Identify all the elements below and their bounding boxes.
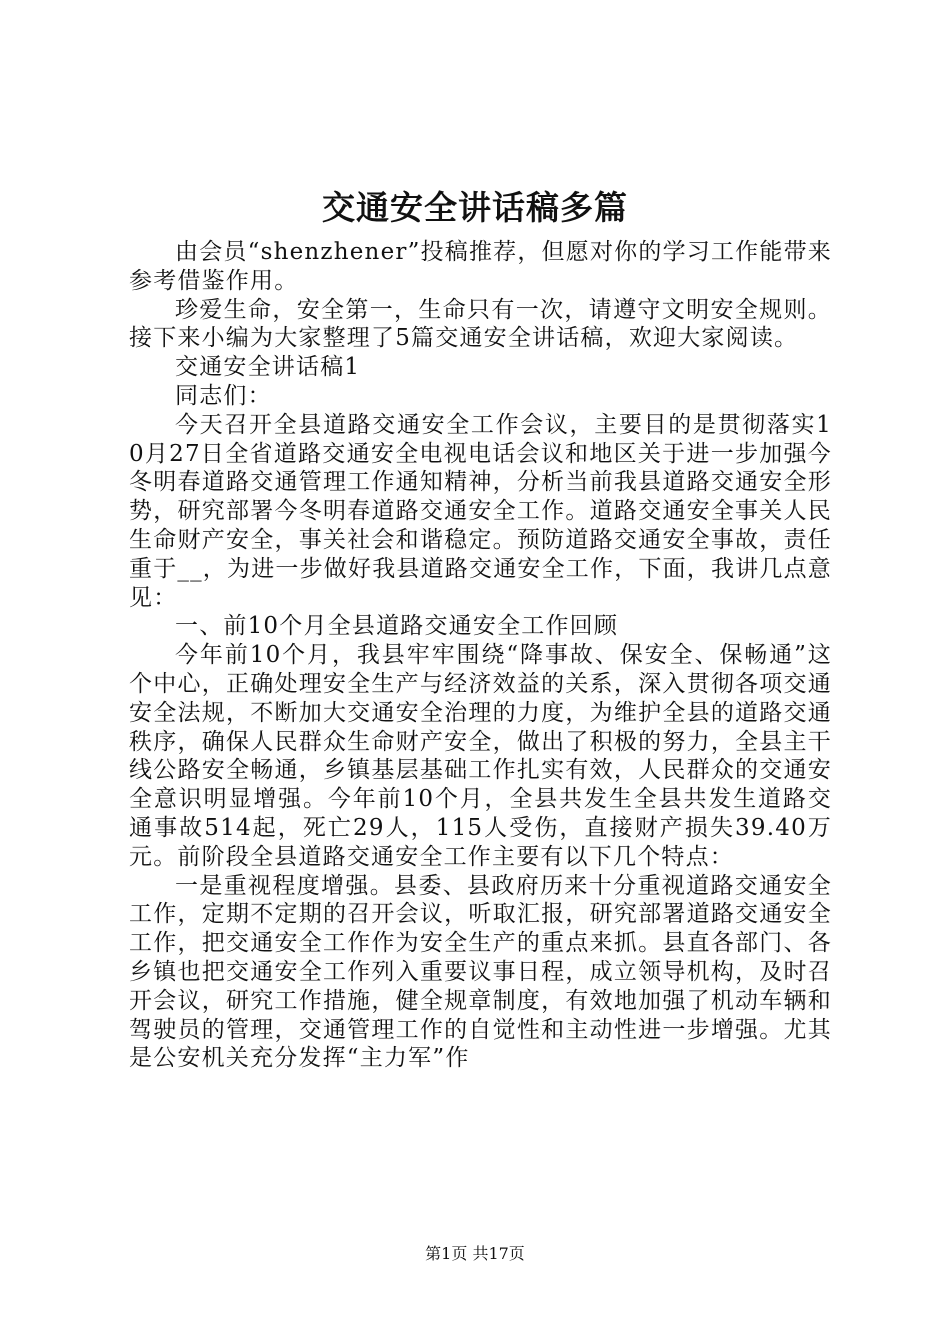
paragraph-meeting-purpose: 今天召开全县道路交通安全工作会议，主要目的是贯彻落实10月27日全省道路交通安全电视电话会议和地区关于进一步加强今冬明春道路交通管理工作通知精神，分析当前我县道路交通安全形势，研究部署今冬明春道路交通安全工作。道路交通安全事关人民生命财产安全，事关社会和谐稳定。预防道路交通安全事故，责任重于__，为进一步做好我县道路交通安全工作，下面，我讲几点意见： [129,411,832,611]
paragraph-intro: 由会员“shenzhener”投稿推荐，但愿对你的学习工作能带来参考借鉴作用。 [129,239,832,294]
document-title: 交通安全讲话稿多篇 [322,188,628,227]
page-footer: 第1页 共17页 [425,1244,525,1263]
paragraph-review: 今年前10个月，我县牢牢围绕“降事故、保安全、保畅通”这个中心，正确处理安全生产与经济效益的关系，深入贯彻各项交通安全法规，不断加大交通安全治理的力度，为维护全县的道路交通秩序，确保人民群众生命财产安全，做出了积极的努力，全县主干线公路安全畅通，乡镇基层基础工作扎实有效，人民群众的交通安全意识明显增强。今年前10个月，全县共发生全县共发生道路交通事故514起，死亡29人，115人受伤，直接财产损失39.40万元。前阶段全县道路交通安全工作主要有以下几个特点： [129,642,832,870]
paragraph-point-one: 一是重视程度增强。县委、县政府历来十分重视道路交通安全工作，定期不定期的召开会议，听取汇报，研究部署道路交通安全工作，把交通安全工作作为安全生产的重点来抓。县直各部门、各乡镇也把交通安全工作列入重要议事日程，成立领导机构，及时召开会议，研究工作措施，健全规章制度，有效地加强了机动车辆和驾驶员的管理，交通管理工作的自觉性和主动性进一步增强。尤其是公安机关充分发挥“主力军”作 [129,872,832,1072]
document-body [129,238,832,1073]
section-heading-review: 一、前10个月全县道路交通安全工作回顾 [175,613,619,640]
paragraph-preface: 珍爱生命，安全第一，生命只有一次，请遵守文明安全规则。接下来小编为大家整理了5篇交通安全讲话稿，欢迎大家阅读。 [129,296,832,352]
section-heading-speech-1: 交通安全讲话稿1 [175,354,361,381]
paragraph-salutation: 同志们： [175,382,272,409]
